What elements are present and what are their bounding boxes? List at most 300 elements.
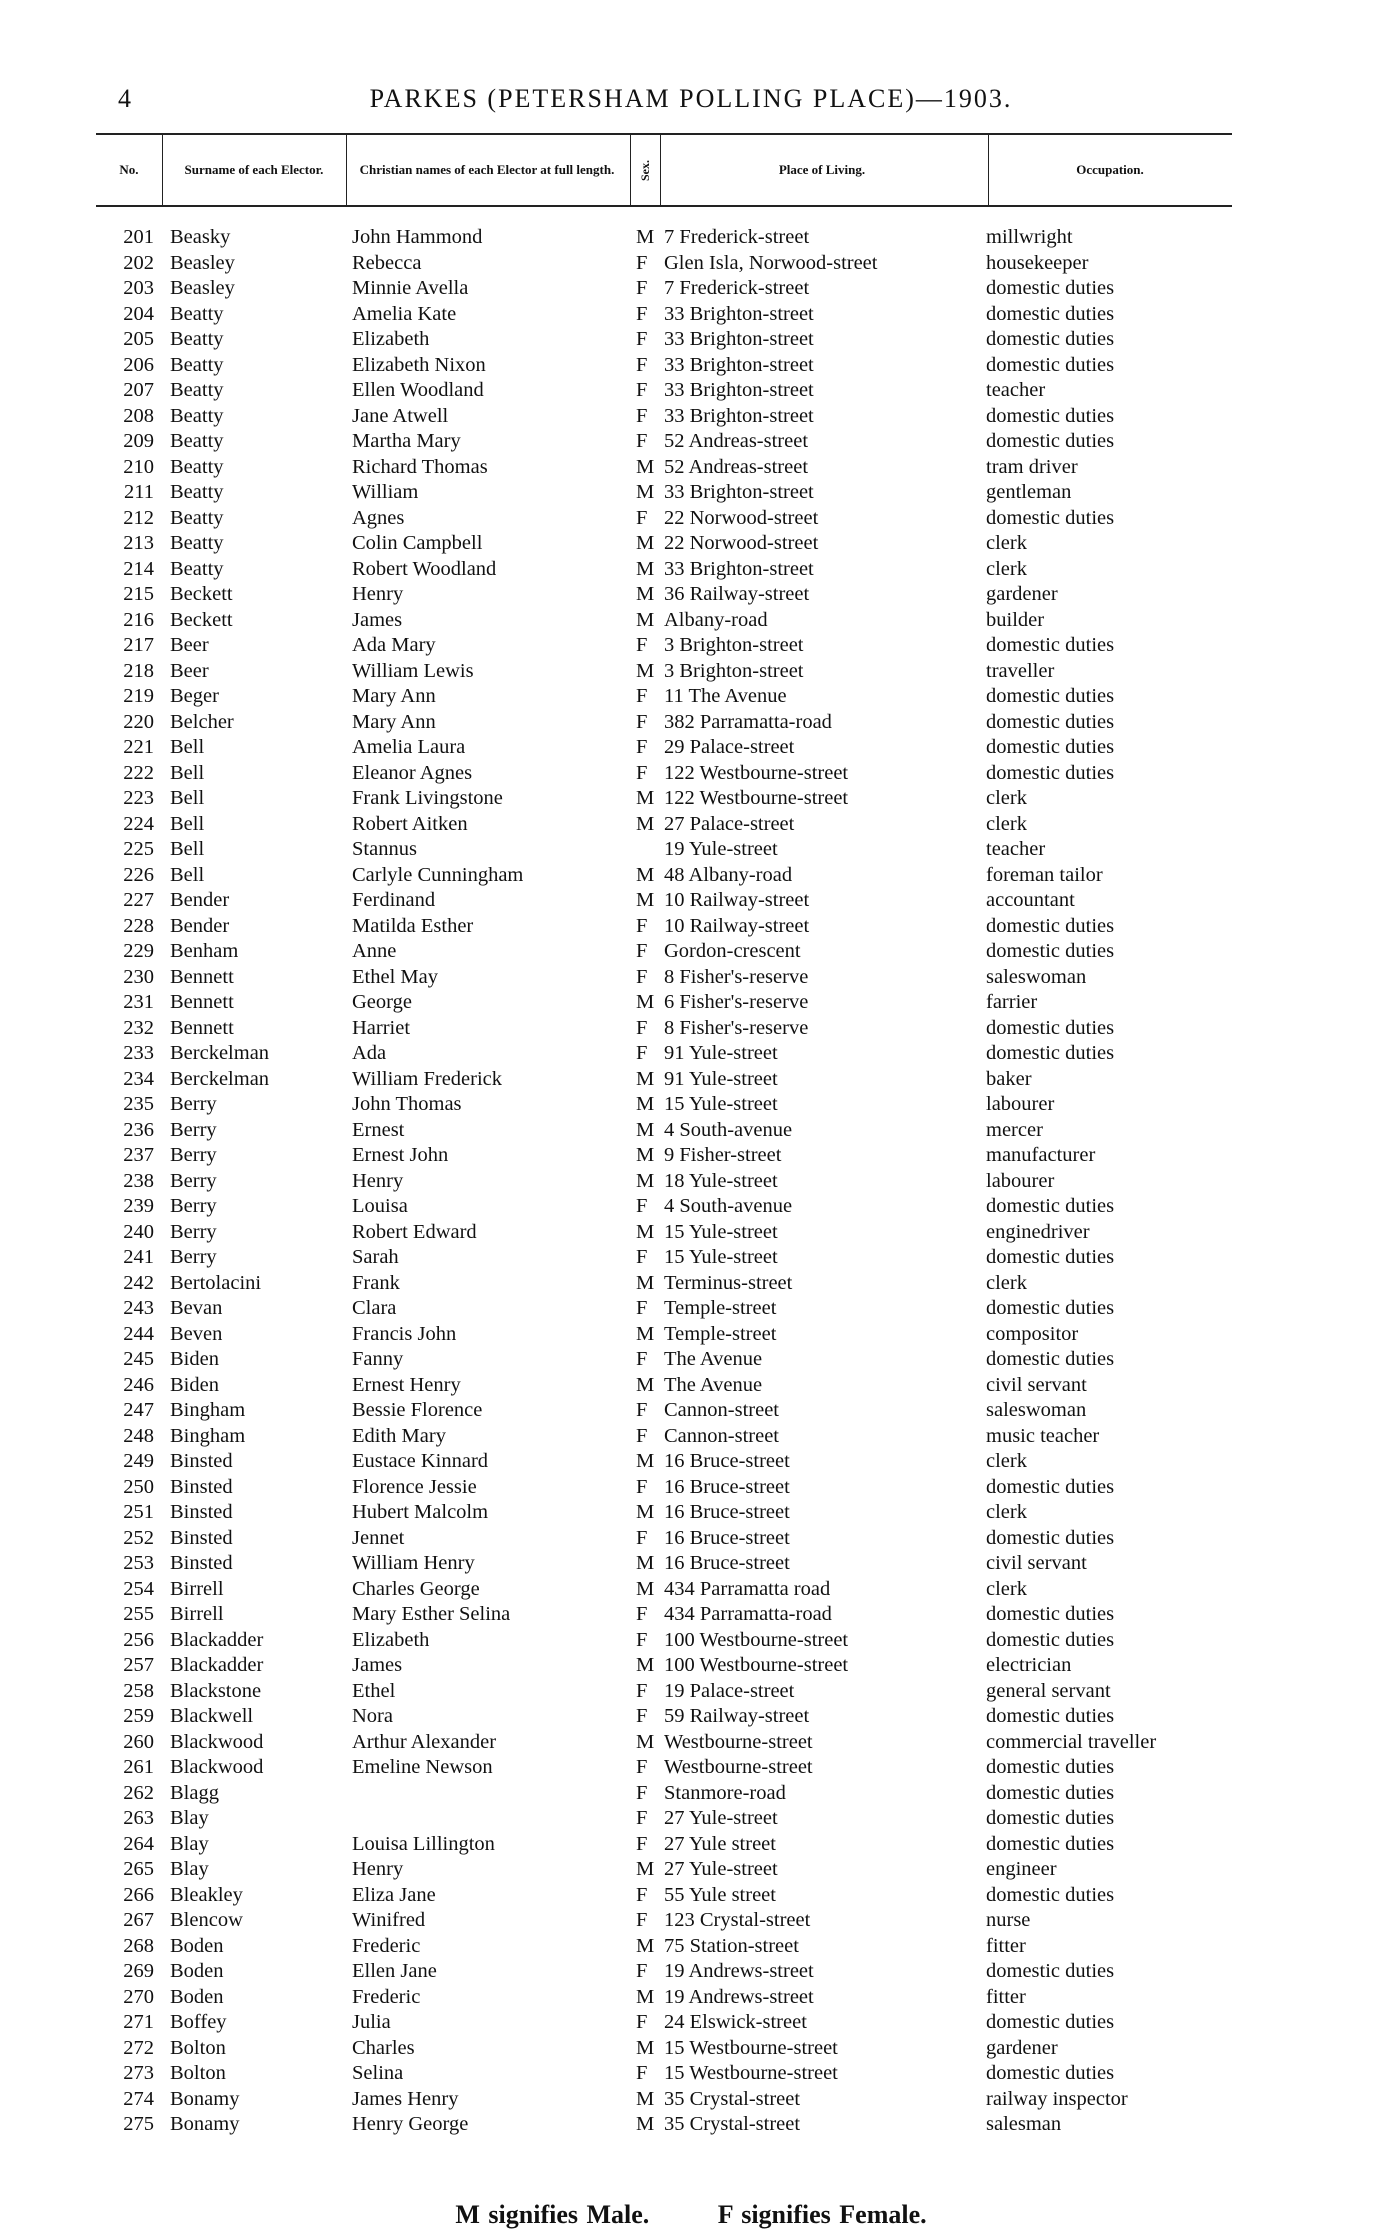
place-of-living: 11 The Avenue (664, 685, 787, 707)
legend-male: M signifies Male. (455, 2200, 650, 2229)
elector-number: 202 (123, 251, 154, 274)
surname: Binsted (170, 1501, 233, 1523)
sex: M (636, 1654, 655, 1676)
sex: F (636, 379, 648, 401)
sex: F (636, 277, 648, 299)
table-row (0, 558, 1382, 584)
place-of-living: 100 Westbourne-street (664, 1654, 849, 1676)
column-header-christian-names: Christian names of each Elector at full length. (359, 162, 615, 177)
surname: Boden (170, 1934, 224, 1957)
sex: M (636, 532, 655, 554)
place-of-living: The Avenue (664, 1373, 763, 1396)
place-of-living: 27 Yule-street (664, 1858, 778, 1880)
occupation: gentleman (986, 481, 1072, 503)
occupation: domestic duties (986, 2062, 1115, 2084)
elector-number: 258 (123, 1679, 154, 1702)
occupation: nurse (986, 1909, 1031, 1931)
sex: M (636, 1067, 655, 1090)
christian-names: Jane Atwell (352, 404, 449, 427)
occupation: domestic duties (986, 277, 1115, 299)
elector-number: 261 (123, 1756, 154, 1778)
elector-number: 270 (123, 1985, 154, 2008)
table-row (0, 634, 1382, 660)
occupation: domestic duties (986, 1807, 1115, 1829)
sex: F (636, 761, 648, 784)
elector-number: 209 (123, 430, 154, 452)
occupation: domestic duties (986, 1705, 1115, 1727)
table-row (0, 813, 1382, 839)
surname: Blay (170, 1807, 209, 1829)
surname: Berry (170, 1246, 217, 1268)
sex: F (636, 1909, 648, 1931)
table-row (0, 1960, 1382, 1986)
place-of-living: 35 Crystal-street (664, 2087, 801, 2110)
christian-names: Ellen Woodland (352, 379, 484, 401)
elector-number: 217 (123, 634, 154, 656)
occupation: housekeeper (986, 251, 1089, 274)
elector-number: 233 (123, 1042, 154, 1064)
elector-number: 245 (123, 1348, 154, 1370)
table-row (0, 1884, 1382, 1910)
surname: Beatty (170, 557, 224, 580)
christian-names: Eliza Jane (352, 1883, 436, 1906)
elector-number: 216 (123, 608, 154, 631)
table-row (0, 1527, 1382, 1553)
surname: Beatty (170, 455, 224, 478)
column-header-place: Place of Living. (778, 162, 866, 177)
occupation: domestic duties (986, 710, 1115, 733)
table-row (0, 1093, 1382, 1119)
place-of-living: 382 Parramatta-road (664, 710, 832, 733)
table-row (0, 1680, 1382, 1706)
page-title: PARKES (PETERSHAM POLLING PLACE)—1903. (369, 84, 1013, 113)
table-row (0, 405, 1382, 431)
sex: M (636, 1577, 655, 1600)
sex: F (636, 1960, 648, 1982)
occupation: fitter (986, 1934, 1026, 1957)
surname: Bingham (170, 1424, 246, 1447)
surname: Birrell (170, 1603, 224, 1625)
sex: F (636, 1679, 648, 1702)
table-row (0, 1782, 1382, 1808)
sex: F (636, 1883, 648, 1906)
table-row (0, 991, 1382, 1017)
place-of-living: 4 South-avenue (664, 1195, 793, 1217)
place-of-living: 33 Brighton-street (664, 302, 814, 325)
christian-names: Florence Jessie (352, 1475, 477, 1498)
surname: Beatty (170, 532, 224, 554)
christian-names: Mary Esther Selina (352, 1603, 511, 1625)
sex: F (636, 506, 648, 529)
sex: F (636, 1195, 648, 1217)
surname: Belcher (170, 710, 234, 733)
surname: Berry (170, 1220, 217, 1243)
surname: Beven (170, 1322, 223, 1345)
table-row (0, 1017, 1382, 1043)
christian-names: Ernest Henry (352, 1373, 461, 1396)
elector-number: 267 (123, 1909, 154, 1931)
christian-names: James (352, 608, 403, 631)
christian-names: Frank Livingstone (352, 787, 503, 809)
place-of-living: 122 Westbourne-street (664, 787, 849, 809)
christian-names: William (352, 481, 419, 503)
elector-number: 211 (124, 481, 154, 503)
elector-number: 220 (123, 710, 154, 733)
christian-names: Martha Mary (352, 430, 461, 452)
occupation: fitter (986, 1985, 1026, 2008)
surname: Bevan (170, 1297, 223, 1319)
christian-names: Hubert Malcolm (352, 1501, 489, 1523)
table-row (0, 1272, 1382, 1298)
christian-names: Henry (352, 583, 404, 605)
table-row (0, 711, 1382, 737)
surname: Biden (170, 1373, 219, 1396)
place-of-living: 55 Yule street (664, 1883, 776, 1906)
table-row (0, 685, 1382, 711)
occupation: electrician (986, 1654, 1072, 1676)
place-of-living: 59 Railway-street (664, 1705, 810, 1727)
sex: F (636, 1832, 648, 1855)
table-row (0, 1068, 1382, 1094)
christian-names: Emeline Newson (352, 1756, 493, 1778)
surname: Blackwell (170, 1705, 254, 1727)
surname: Biden (170, 1348, 219, 1370)
place-of-living: 27 Yule street (664, 1832, 776, 1855)
place-of-living: 123 Crystal-street (664, 1909, 811, 1931)
place-of-living: 15 Westbourne-street (664, 2062, 838, 2084)
place-of-living: 10 Railway-street (664, 914, 810, 937)
christian-names: Agnes (352, 506, 405, 529)
elector-number: 219 (123, 685, 154, 707)
place-of-living: 434 Parramatta-road (664, 1603, 832, 1625)
elector-number: 228 (123, 914, 154, 937)
surname: Binsted (170, 1475, 233, 1498)
occupation: clerk (986, 1450, 1027, 1472)
table-row (0, 1170, 1382, 1196)
christian-names: Francis John (352, 1322, 457, 1345)
surname: Beasley (170, 277, 235, 299)
occupation: domestic duties (986, 1526, 1115, 1549)
surname: Blackwood (170, 1730, 264, 1753)
surname: Beatty (170, 506, 224, 529)
place-of-living: 3 Brighton-street (664, 659, 804, 682)
christian-names: Ethel (352, 1679, 396, 1702)
surname: Blackwood (170, 1756, 264, 1778)
elector-number: 275 (123, 2113, 154, 2135)
sex: F (636, 736, 648, 758)
sex: F (636, 1756, 648, 1778)
elector-number: 224 (123, 812, 154, 835)
occupation: gardener (986, 2036, 1058, 2059)
surname: Blagg (170, 1781, 219, 1804)
place-of-living: 48 Albany-road (664, 863, 793, 886)
christian-names: Frederic (352, 1934, 421, 1957)
christian-names: Sarah (352, 1246, 399, 1268)
occupation: accountant (986, 889, 1075, 911)
occupation: domestic duties (986, 1756, 1115, 1778)
elector-number: 248 (123, 1424, 154, 1447)
column-header-no: No. (119, 162, 139, 177)
christian-names: Frank (352, 1271, 400, 1294)
surname: Benham (170, 940, 239, 962)
table-row (0, 1348, 1382, 1374)
place-of-living: 35 Crystal-street (664, 2113, 801, 2135)
occupation: domestic duties (986, 430, 1115, 452)
sex: M (636, 2087, 655, 2110)
elector-number: 205 (123, 328, 154, 350)
sex: F (636, 685, 648, 707)
place-of-living: Westbourne-street (664, 1756, 813, 1778)
place-of-living: 33 Brighton-street (664, 404, 814, 427)
christian-names: Eleanor Agnes (352, 761, 473, 784)
christian-names: Charles (352, 2036, 415, 2059)
place-of-living: 16 Bruce-street (664, 1450, 790, 1472)
surname: Beasley (170, 251, 235, 274)
place-of-living: 4 South-avenue (664, 1118, 793, 1141)
place-of-living: 16 Bruce-street (664, 1475, 790, 1498)
table-row (0, 1042, 1382, 1068)
place-of-living: 19 Yule-street (664, 838, 778, 860)
surname: Birrell (170, 1577, 224, 1600)
christian-names: Fanny (352, 1348, 404, 1370)
occupation: domestic duties (986, 404, 1115, 427)
place-of-living: 8 Fisher's-reserve (664, 965, 809, 988)
place-of-living: 19 Andrews-street (664, 1960, 814, 1982)
sex: F (636, 1016, 648, 1039)
table-row (0, 1399, 1382, 1425)
occupation: tram driver (986, 455, 1078, 478)
elector-number: 237 (123, 1144, 154, 1166)
occupation: domestic duties (986, 940, 1115, 962)
occupation: clerk (986, 1271, 1027, 1294)
elector-number: 236 (123, 1118, 154, 1141)
elector-number: 225 (123, 838, 154, 860)
sex: M (636, 1144, 655, 1166)
place-of-living: 434 Parramatta road (664, 1577, 831, 1600)
sex: M (636, 1169, 655, 1192)
place-of-living: 91 Yule-street (664, 1042, 778, 1064)
place-of-living: 33 Brighton-street (664, 379, 814, 401)
surname: Beatty (170, 379, 224, 401)
surname: Bolton (170, 2062, 226, 2084)
christian-names: Colin Campbell (352, 532, 483, 554)
elector-number: 232 (123, 1016, 154, 1039)
occupation: domestic duties (986, 1883, 1115, 1906)
occupation: domestic duties (986, 506, 1115, 529)
elector-number: 246 (123, 1373, 154, 1396)
table-row (0, 1476, 1382, 1502)
sex: F (636, 1297, 648, 1319)
occupation: traveller (986, 659, 1055, 682)
elector-number: 263 (123, 1807, 154, 1829)
elector-number: 254 (123, 1577, 154, 1600)
table-row (0, 1501, 1382, 1527)
place-of-living: 7 Frederick-street (664, 226, 810, 248)
elector-number: 215 (123, 583, 154, 605)
occupation: domestic duties (986, 1781, 1115, 1804)
table-row (0, 1450, 1382, 1476)
sex: F (636, 1526, 648, 1549)
christian-names: Frederic (352, 1985, 421, 2008)
surname: Beatty (170, 302, 224, 325)
christian-names: Henry George (352, 2113, 469, 2135)
surname: Blay (170, 1858, 209, 1880)
christian-names: William Frederick (352, 1067, 503, 1090)
sex: M (636, 889, 655, 911)
table-row (0, 1246, 1382, 1272)
occupation: saleswoman (986, 1399, 1087, 1421)
occupation: domestic duties (986, 2011, 1115, 2033)
sex: F (636, 328, 648, 350)
sex: M (636, 1271, 655, 1294)
elector-number: 274 (123, 2087, 154, 2110)
surname: Beckett (170, 583, 233, 605)
table-row (0, 303, 1382, 329)
table-row (0, 1731, 1382, 1757)
place-of-living: 15 Yule-street (664, 1220, 778, 1243)
sex: M (636, 608, 655, 631)
place-of-living: 75 Station-street (664, 1934, 799, 1957)
christian-names: Elizabeth (352, 1628, 430, 1651)
christian-names: Stannus (352, 838, 417, 860)
table-row (0, 889, 1382, 915)
place-of-living: 6 Fisher's-reserve (664, 991, 809, 1013)
occupation: manufacturer (986, 1144, 1096, 1166)
sex: M (636, 481, 655, 503)
elector-number: 262 (123, 1781, 154, 1804)
column-header-sex (632, 135, 658, 205)
table-row (0, 1374, 1382, 1400)
surname: Blackadder (170, 1654, 264, 1676)
surname: Bolton (170, 2036, 226, 2059)
table-row (0, 940, 1382, 966)
table-row (0, 1297, 1382, 1323)
place-of-living: Gordon-crescent (664, 940, 801, 962)
christian-names: Louisa (352, 1195, 408, 1217)
surname: Boffey (170, 2011, 227, 2033)
table-row (0, 1603, 1382, 1629)
surname: Beer (170, 634, 209, 656)
column-divider (630, 135, 631, 205)
place-of-living: 52 Andreas-street (664, 430, 809, 452)
sex: M (636, 1858, 655, 1880)
table-row (0, 787, 1382, 813)
sex: F (636, 1781, 648, 1804)
surname: Berry (170, 1093, 217, 1115)
elector-number: 206 (123, 353, 154, 376)
christian-names: Julia (352, 2011, 391, 2033)
elector-number: 265 (123, 1858, 154, 1880)
elector-number: 230 (123, 965, 154, 988)
sex: F (636, 1348, 648, 1370)
sex: F (636, 1705, 648, 1727)
sex: F (636, 710, 648, 733)
place-of-living: 27 Palace-street (664, 812, 795, 835)
table-row (0, 1858, 1382, 1884)
christian-names: Robert Edward (352, 1220, 477, 1243)
surname: Blay (170, 1832, 209, 1855)
table-row (0, 1833, 1382, 1859)
table-row (0, 1935, 1382, 1961)
elector-number: 227 (123, 889, 154, 911)
surname: Berckelman (170, 1042, 270, 1064)
surname: Boden (170, 1960, 224, 1982)
occupation: civil servant (986, 1552, 1087, 1574)
sex: M (636, 1552, 655, 1574)
table-row (0, 1221, 1382, 1247)
sex: M (636, 1118, 655, 1141)
sex: F (636, 251, 648, 274)
place-of-living: Glen Isla, Norwood-street (664, 251, 878, 274)
christian-names: Mary Ann (352, 685, 436, 707)
surname: Binsted (170, 1552, 233, 1574)
place-of-living: 16 Bruce-street (664, 1501, 790, 1523)
elector-number: 259 (123, 1705, 154, 1727)
surname: Beatty (170, 404, 224, 427)
table-row (0, 1629, 1382, 1655)
table-row (0, 1195, 1382, 1221)
christian-names: Clara (352, 1297, 397, 1319)
table-row (0, 583, 1382, 609)
place-of-living: 29 Palace-street (664, 736, 795, 758)
occupation: domestic duties (986, 1348, 1115, 1370)
christian-names: Henry (352, 1169, 404, 1192)
christian-names: Robert Woodland (352, 557, 497, 580)
sex: F (636, 634, 648, 656)
place-of-living: Albany-road (664, 608, 768, 631)
christian-names: Richard Thomas (352, 455, 488, 478)
place-of-living: 122 Westbourne-street (664, 761, 849, 784)
place-of-living: Westbourne-street (664, 1730, 813, 1753)
christian-names: Matilda Esther (352, 914, 474, 937)
occupation: domestic duties (986, 1016, 1115, 1039)
sex: M (636, 2036, 655, 2059)
place-of-living: 10 Railway-street (664, 889, 810, 911)
surname: Beatty (170, 328, 224, 350)
christian-names: Rebecca (352, 251, 422, 274)
place-of-living: Cannon-street (664, 1424, 779, 1447)
christian-names: William Lewis (352, 659, 474, 682)
elector-number: 212 (123, 506, 154, 529)
sex: F (636, 1246, 648, 1268)
place-of-living: 33 Brighton-street (664, 557, 814, 580)
sex: M (636, 1373, 655, 1396)
place-of-living: 33 Brighton-street (664, 353, 814, 376)
christian-names: Carlyle Cunningham (352, 863, 524, 886)
occupation: clerk (986, 532, 1027, 554)
christian-names: Bessie Florence (352, 1399, 483, 1421)
christian-names: John Thomas (352, 1093, 462, 1115)
sex: M (636, 863, 655, 886)
surname: Beckett (170, 608, 233, 631)
surname: Beatty (170, 353, 224, 376)
surname: Berckelman (170, 1067, 270, 1090)
christian-names: Jennet (352, 1526, 405, 1549)
christian-names: Ellen Jane (352, 1960, 437, 1982)
place-of-living: 27 Yule-street (664, 1807, 778, 1829)
sex: F (636, 940, 648, 962)
elector-number: 229 (123, 940, 154, 962)
surname: Boden (170, 1985, 224, 2008)
surname: Bell (170, 838, 205, 860)
surname: Bertolacini (170, 1271, 262, 1294)
place-of-living: 9 Fisher-street (664, 1144, 782, 1166)
elector-number: 247 (123, 1399, 154, 1421)
place-of-living: 22 Norwood-street (664, 506, 819, 529)
place-of-living: 18 Yule-street (664, 1169, 778, 1192)
table-row (0, 609, 1382, 635)
occupation: gardener (986, 583, 1058, 605)
